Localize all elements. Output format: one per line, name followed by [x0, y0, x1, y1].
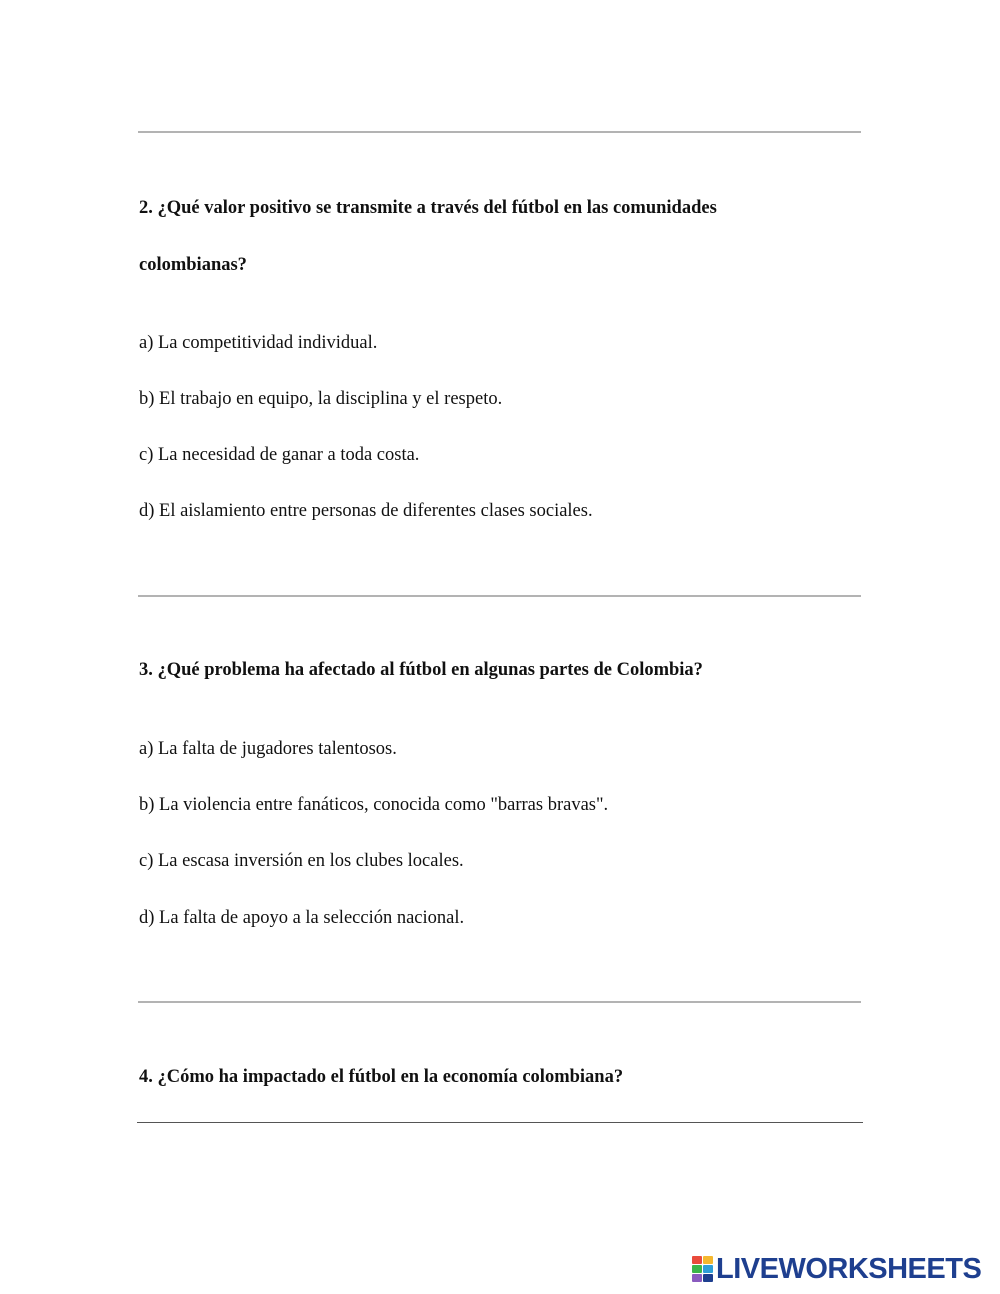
answer-line-question-4	[137, 1122, 863, 1123]
question-3-option-d[interactable]: d) La falta de apoyo a la selección nacional.	[139, 908, 465, 928]
liveworksheets-brand	[692, 1254, 981, 1284]
question-2-option-d[interactable]: d) El aislamiento entre personas de diferentes clases sociales.	[139, 501, 593, 521]
question-2-option-a[interactable]: a) La competitividad individual.	[139, 333, 378, 353]
question-3-option-b[interactable]: b) La violencia entre fanáticos, conocida como "barras bravas".	[139, 795, 609, 815]
question-2-option-b[interactable]: b) El trabajo en equipo, la disciplina y el respeto.	[139, 389, 503, 409]
divider-top	[138, 131, 861, 133]
liveworksheets-logo-icon	[692, 1256, 713, 1282]
question-4-title: 4. ¿Cómo ha impactado el fútbol en la economía colombiana?	[139, 1067, 624, 1087]
question-2-title-line-1: 2. ¿Qué valor positivo se transmite a través del fútbol en las comunidades	[139, 198, 717, 218]
divider-after-question-3	[138, 1001, 861, 1003]
question-2-option-c[interactable]: c) La necesidad de ganar a toda costa.	[139, 445, 420, 465]
question-3-title: 3. ¿Qué problema ha afectado al fútbol en algunas partes de Colombia?	[139, 660, 703, 680]
question-3-option-c[interactable]: c) La escasa inversión en los clubes locales.	[139, 851, 464, 871]
divider-after-question-2	[138, 595, 861, 597]
liveworksheets-wordmark: LIVEWORKSHEETS	[716, 1252, 982, 1285]
question-2-title-line-2: colombianas?	[139, 255, 247, 275]
question-3-option-a[interactable]: a) La falta de jugadores talentosos.	[139, 739, 397, 759]
